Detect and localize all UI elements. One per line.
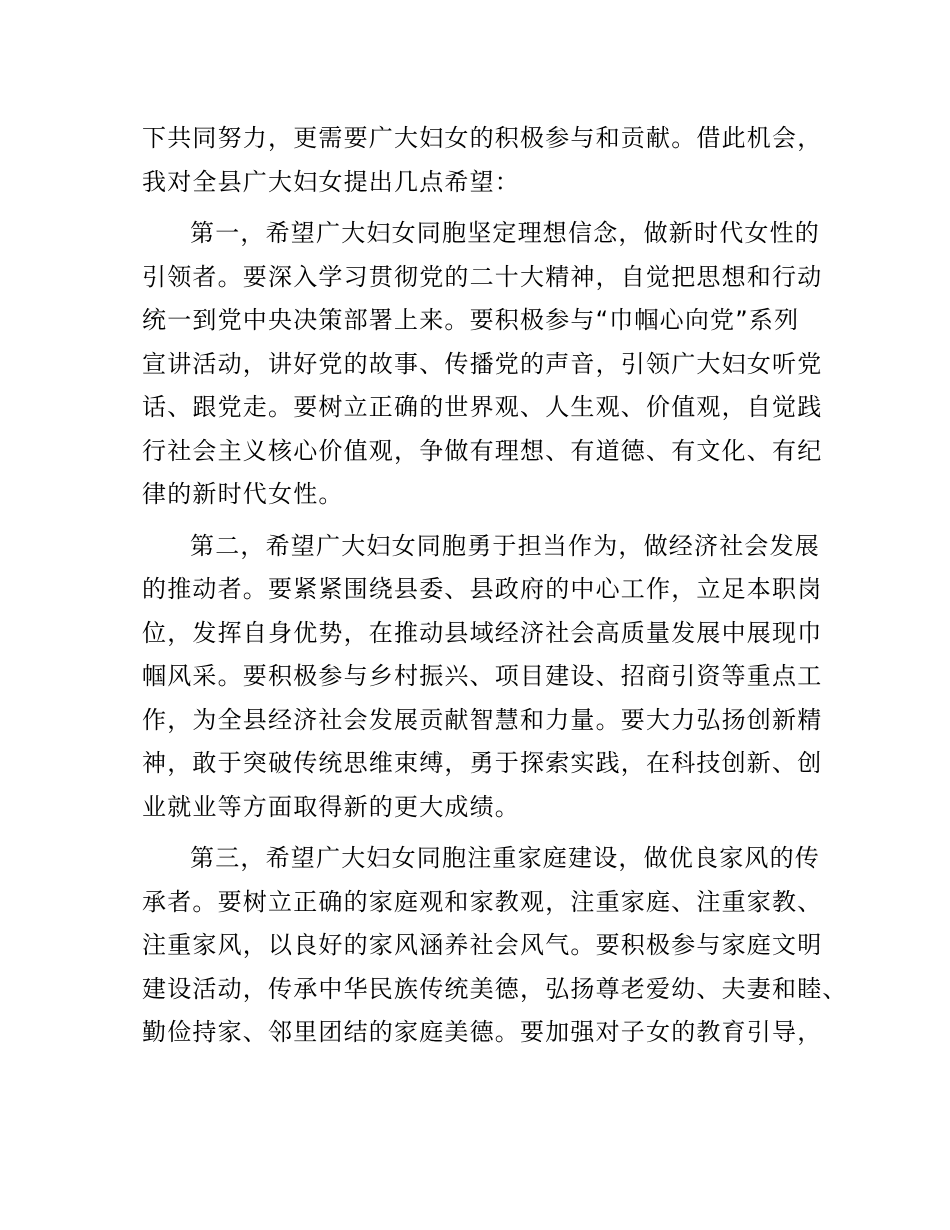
text-line: 位，发挥自身优势，在推动县域经济社会高质量发展中展现巾	[142, 618, 823, 647]
text-line: 业就业等方面取得新的更大成绩。	[142, 792, 520, 821]
text-line: 注重家风，以良好的家风涵养社会风气。要积极参与家庭文明	[142, 931, 823, 959]
body-text	[142, 117, 848, 1055]
paragraph-second-hope	[142, 525, 842, 830]
text-line: 引领者。要深入学习贯彻党的二十大精神，自觉把思想和行动	[142, 262, 823, 291]
text-line: 行社会主义核心价值观，争做有理想、有道德、有文化、有纪	[142, 436, 823, 465]
text-line: 帼风采。要积极参与乡村振兴、项目建设、招商引资等重点工	[142, 662, 823, 690]
text-line: 第一，希望广大妇女同胞坚定理想信念，做新时代女性的	[190, 219, 820, 247]
text-line: 作，为全县经济社会发展贡献智慧和力量。要大力弘扬创新精	[142, 705, 823, 734]
paragraph-third-hope	[142, 837, 848, 1055]
text-line: 统一到党中央决策部署上来。要积极参与“巾帼心向党”系列	[142, 306, 800, 334]
text-line: 勤俭持家、邻里团结的家庭美德。要加强对子女的教育引导，	[142, 1018, 823, 1046]
text-line: 建设活动，传承中华民族传统美德，弘扬尊老爱幼、夫妻和睦、	[142, 974, 848, 1003]
text-line: 律的新时代女性。	[142, 480, 344, 508]
text-line: 宣讲活动，讲好党的故事、传播党的声音，引领广大妇女听党	[142, 349, 823, 378]
paragraph-intro	[142, 117, 842, 204]
text-line: 下共同努力，更需要广大妇女的积极参与和贡献。借此机会，	[142, 124, 823, 152]
text-line: 承者。要树立正确的家庭观和家教观，注重家庭、注重家教、	[142, 887, 823, 916]
text-line: 我对全县广大妇女提出几点希望：	[142, 167, 520, 196]
text-line: 话、跟党走。要树立正确的世界观、人生观、价值观，自觉践	[142, 393, 823, 421]
text-line: 第二，希望广大妇女同胞勇于担当作为，做经济社会发展	[190, 531, 820, 560]
text-line: 第三，希望广大妇女同胞注重家庭建设，做优良家风的传	[190, 844, 820, 872]
text-line: 神，敢于突破传统思维束缚，勇于探索实践，在科技创新、创	[142, 749, 823, 777]
text-line: 的推动者。要紧紧围绕县委、县政府的中心工作，立足本职岗	[142, 575, 823, 603]
paragraph-first-hope	[142, 212, 842, 517]
